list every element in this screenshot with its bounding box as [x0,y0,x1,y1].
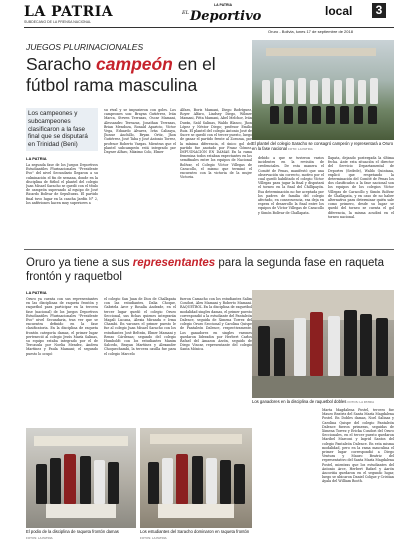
story1-photo [252,40,394,140]
story1-photo-credit: FOTO: LA PATRIA [288,147,313,151]
story1-photo-caption [252,141,394,152]
player-figure [344,310,357,376]
player-figure [340,106,349,124]
brand-center-title: Deportivo [190,9,262,24]
story1-headline-post: en el fútbol rama masculina [26,54,216,95]
player-figure [148,462,159,504]
story2-photo-right-caption-text: Los ganadores en la disciplina de raquetbol dobles [252,399,347,404]
story1-column-3: Alfaro, Boris Mamani, Diego Rodríguez, Royer Alfaro, Lindsey Diego, Wilmer Mamani, Fitta Mamani, Abel Melchor, Iván Durán, Saúl Salinas, Waldo Blanco, Jhon López y Néstor Diego; profesor Emilio Ruiz. El plantel del colegio Antonio José de Sucre se quedó con el tercer puesto, luego de ganar el partido frente al Zorozaa, por la mínima diferencia, el único gol del partido fue anotado por Franz Gómez. IMPUGNACIÓN EN DAMAS En la rama femenina todos estaban expectantes en los semifinales entre los equipos de Nacional Bolívar, el Colegio Víctor Villegas de Caracollo, el mismo que terminó el encuentro con la victoria de la mujer Victoria. [180,108,252,180]
story2-photo-left-credit-line [26,535,136,541]
player-figure [360,314,372,376]
story1-column-2: su rival y se impusieron con goles. Los campeones son: Brayan Gutiérrez, Iván Marca, Steven Terrazas, Oscar Mamani, Alessandro Terrazas, Jonathan Terrazas, Brian Mendoza, Ronald Aparicio, Víctor Vega, Eduardo Alvarez, Iván Calizaya, Jhosue Anchillo, Bryan Ortiz, Jhon Gutiérrez, José Taba y José Antonio Torrez, profesor Roberto Vargas. Mientras que el plantel subcampeón está integrado por Dayner Alfaro, Máximo Colo, Elmer [104,108,176,155]
masthead [0,0,420,34]
story2-photo-left-credit: FOTOS: LA PATRIA [26,536,53,540]
photo-podium [46,504,116,518]
player-figure [274,78,282,104]
page-number-box [372,3,386,18]
player-figure [50,458,61,504]
story2-column-1: Oruro ya cuenta con sus representantes en las disciplinas de raqueta frontón y raquetbol para participar en la tercera fase (nacional) de los Juegos Deportivos Estudiantiles Plurinacionales "Presidente Evo" nivel Secundaria, tras ver que se encuentra definido en la fase clasificatoria. En la disciplina de raqueta frontón categoría damas, el primer lugar perteneció al colegio Jesús María Salinas, su equipo estaba integrado por el de Tercasula por Noelia Mendez, Andrea Martínez y Paula Mamani; el segundo puesto lo ocupó [26,297,98,356]
story1-headline-pre: Saracho [26,54,97,74]
player-figure [206,458,217,504]
brand-center [178,2,262,28]
story1-byline: LA PATRIA [26,156,47,161]
player-figure [294,318,306,376]
player-figure [358,80,366,104]
story2-photo-right-credit: FOTOS: LA PATRIA [347,400,375,404]
player-figure [192,456,203,504]
story2-headline-accent: representantes [132,257,216,269]
player-figure [312,106,321,124]
player-figure [334,80,342,104]
player-figure [80,456,91,504]
player-figure [270,106,279,124]
story2-headline-pre: Oruro ya tiene a sus [26,257,133,269]
brand-left-sub: SUBDECANO DE LA PRENSA NACIONAL [24,20,92,24]
player-figure [284,106,293,124]
story2-headline [26,256,396,284]
player-figure [310,312,323,376]
story2-photo-mid-caption-text: Los estudiantes del Saracho dominaron en raqueta frontón [140,529,250,534]
player-figure [220,460,231,504]
player-figure [326,106,335,124]
brand-center-small: EL [182,10,189,16]
story1-deck: Los campeones y subcampeones clasificaron a la fase final que se disputará en Trinidad (Beni) [26,108,98,151]
player-figure [258,326,270,376]
page-number: 3 [375,3,383,17]
player-figure [36,464,47,504]
player-figure [322,78,330,104]
section-label: local [325,4,353,18]
player-figure [346,78,354,104]
story2-headline-post: para la segunda fase en raqueta frontón y raquetbol [26,257,385,283]
story2-column-2: el colegio San Juan de Dios de Challapata con las estudiantes, Dalia Choque, Gabriela Arce y Rosalía Andrade, en el tercer lugar quedó el colegio Oruro Seccional, sus fichas quienes integrarán Magali Lucana, Alexia Miranda e Irma Chambi. En varones el primer puesto le fue al colegio Juan Misael Saracho con los estudiantes José Beltrán, Elmer Mamani y Renzo Cárdenas; segundo del colegio Humboldt con los estudiantes Maxim Salcedo, Brayan Martínez y Alexander Choquechambi, la tercera casilla fue para el colegio Marcelo [104,297,176,356]
story1-column-5: llapata, dejando postergada la última fecha. Ante esta situación el director del Servicio Departamental de Deportes (Sedede), Waldo Quintana, explicó que respetando la determinación del Comité de Penas los dos clasificados a la fase nacional son los equipos de los colegios Víctor Villegas de Caracollo y Simón Bolívar de Challapata, y en caso de no haber alternativa para determinar quién sale como primero, desde su lugar se quedó del torneo se cuenta el gol diferencia, la misma acudirá en el torneo nacional. [328,156,394,219]
photo-banner [266,48,376,56]
story2-byline: LA PATRIA [26,290,47,295]
section-divider [24,249,394,250]
story2-photo-mid-caption [140,529,252,534]
player-figure [286,80,294,104]
story2-photo-mid-credit: FOTOS: LA PATRIA [140,536,167,540]
player-figure [274,338,285,378]
player-figure [328,316,340,376]
player-figure [354,106,363,124]
story2-photo-left [26,428,136,528]
dateline: Oruro - Bolivia, lunes 17 de septiembre de 2018 [268,28,353,34]
player-figure [94,460,105,504]
story1-column-4: debido a que se tuvieron varios incidentes en la revisión de credenciales. De esta manera el Comité de Penas, manifestó que una observación sin correcto, motivo por el cual quedó habilitado el colegio Víctor Villegas para jugar la final y disputará el torneo en la final del Chillipayón. Esa determinación no fue aceptada por los padres de familia del colegio afectado, en consecuencia, esa deja en espera el desarrollo la final entre los equipos de Víctor Villegas de Caracollo y Simón Bolívar de Challapata. [258,156,324,215]
brand-center-top: LA PATRIA [214,3,233,7]
photo-floor [252,376,394,398]
player-figure [108,462,119,504]
player-figure [310,80,318,104]
player-figure [298,106,307,124]
player-figure [298,78,306,104]
photo-backdrop [252,290,394,320]
story1-photo-caption-text: El plantel del colegio Saracho se consagró campeón y representará a Oruro en la fase nacional [252,141,394,151]
player-figure [368,106,377,124]
photo-banner [150,434,242,444]
story1-column-1: La segunda fase de los Juegos Deportivos Estudiantiles Plurinacionales "Presidente Evo" del nivel Secundario llegaron a su culminación el fin de semana, donde en la disciplina de fútbol el plantel del colegio Juan Misael Saracho se quedó con el título de campeón superando al equipo de José Ricardo Bolívar de Sepulturas. El partido final tuvo lugar en la cancha Jardín N° 2, los anfitriones hacen muy superiores a [26,163,98,205]
story2-photo-mid [140,428,252,528]
player-figure [370,78,378,104]
story1-headline-accent: campeón [96,54,173,74]
story2-photo-right [252,290,394,398]
story2-column-3: fueron Camacho con los estudiantes Salim Condori, Alex Mamani y Roberto Mamani. RAQUETBOL En la disciplina de raquetbol modalidad singles damas, el primer puesto correspondió a la estudiante del Pantaleón Dalence, seguida de Ximena Torrez del colegio Oruro Seccional y Carolina Quispe de Pantaleón Dalence, respectivamente. Los ganadores en singles varones quedaron liderados por Herbert Carlos Rafael del Amazon Arzón, seguido de Diego Vincar, representante del colegio Santa Mónica. [180,297,252,352]
player-figure [376,318,388,376]
player-figure [176,454,188,504]
story1-kicker: JUEGOS PLURINACIONALES [26,42,144,52]
player-figure [162,458,173,504]
player-figure [262,80,270,104]
photo-podium [158,504,234,518]
story2-photo-left-caption [26,529,136,534]
story2-photo-mid-credit-line [140,535,252,541]
brand-left: LA PATRIA [24,4,114,20]
player-figure [64,454,76,504]
story1-headline [26,54,248,96]
story2-column-4: Marta Magdalena Postel, tercero fue Mauro Beatriz del Santa María Magdalena Postel. En Dobles damas, Noel Salinas y Carolina Quispe del colegio Pantaleón Dalence fueron primeras, seguidas de Ximena Torrez y Ericka Condori del Oruro Seccionales, en el tercer puesto quedaron Maribel Marconi y Ingrid Santos del colegio Pantaleón Dalence. En esta misma modalidad, pero en la rama masculina el primer lugar correspondió a Diego Ventura y Mauro Beatriz del representativo del Santa María Magdalena Postel, mientras que los estudiantes del Antonio Arce, Herbert Rafael y Aarón Ancoriña quedaron en el segundo lugar, luego se ubicaron Daniel Colque y Cristian Ayala del William Booth. [322,408,394,484]
player-figure [234,464,245,504]
story2-photo-left-caption-text: El podio de la disciplina de raqueta frontón damas [26,529,119,534]
story2-photo-right-caption [252,399,394,405]
photo-banner [34,436,128,446]
